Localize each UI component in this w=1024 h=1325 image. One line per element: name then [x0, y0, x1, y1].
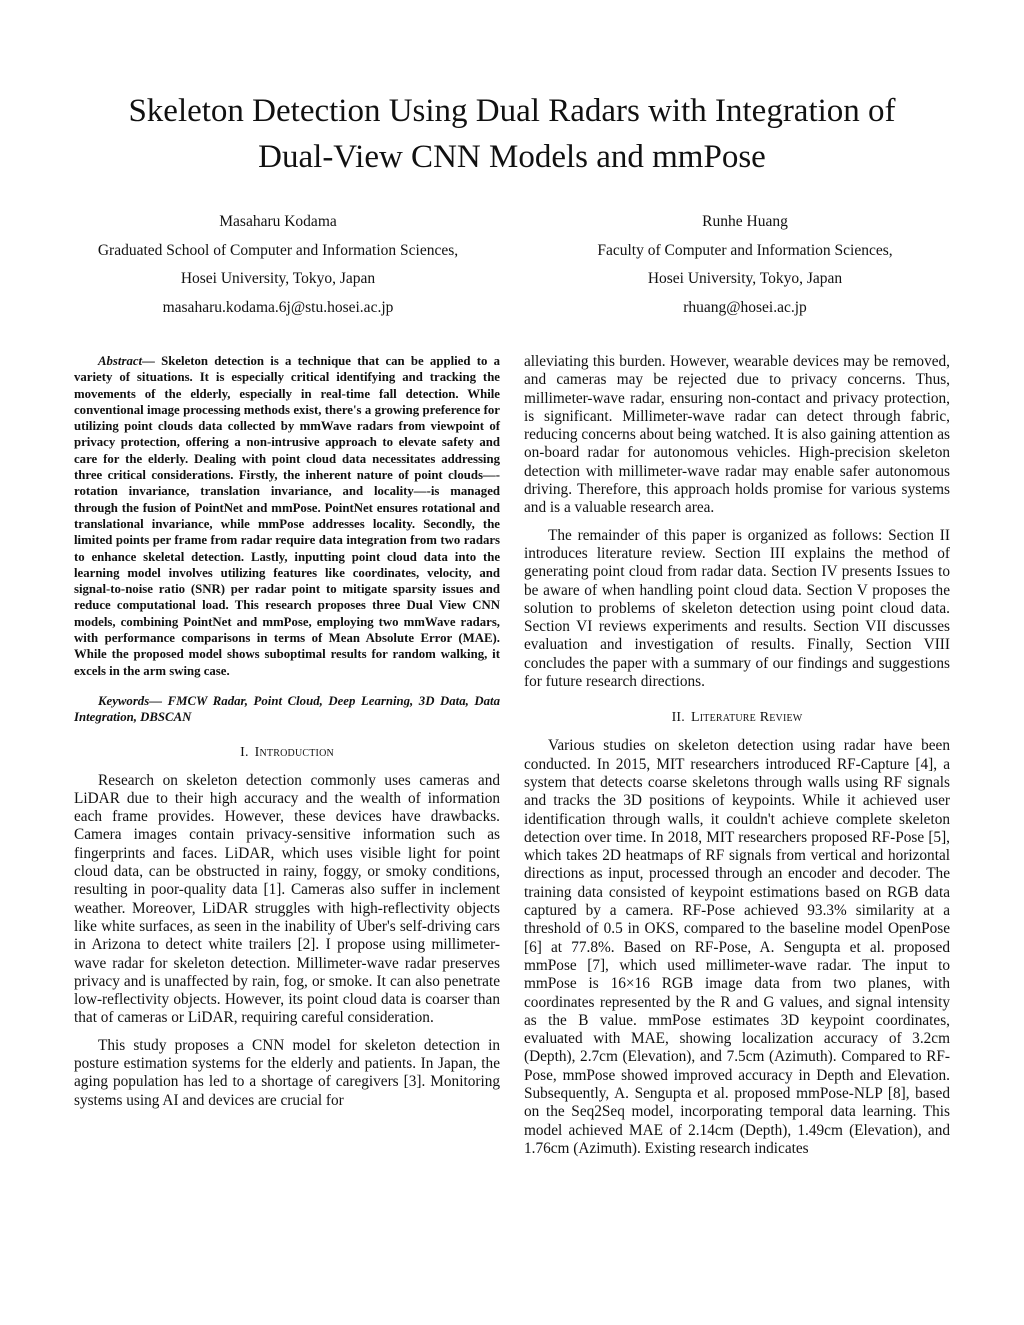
- keywords-label: Keywords—: [98, 693, 162, 708]
- author-university: Hosei University, Tokyo, Japan: [647, 270, 843, 287]
- section-number: I.: [240, 744, 249, 760]
- section-title: Literature Review: [691, 710, 803, 726]
- paper-title: [60, 88, 964, 180]
- author-email: rhuang@hosei.ac.jp: [683, 298, 807, 316]
- intro-paragraph-3: The remainder of this paper is organized as follows: Section II introduces literature review. Section III explains the method of generating point cloud from radar data. Section IV presents Issues to be aware of when handling point cloud data. Section V proposes the solution to problems of skeleton detection using point cloud data. Section VI reviews experiments and results. Section VII discusses evaluation and investigation of results. Finally, Section VIII concludes the paper with a summary of our findings and suggestions for future research directions.: [524, 526, 950, 691]
- intro-paragraph-2: This study proposes a CNN model for skeleton detection in posture estimation systems for the elderly and patients. In Japan, the aging population has led to a shortage of caregivers [3]. Monitoring systems using AI and devices are crucial for: [74, 1036, 500, 1109]
- right-column: [524, 353, 950, 1158]
- author-university: Hosei University, Tokyo, Japan: [180, 270, 376, 287]
- left-column: [74, 353, 500, 1110]
- literature-paragraph-1: Various studies on skeleton detection using radar have been conducted. In 2015, MIT researchers introduced RF-Capture [4], a system that detects coarse skeletons through walls using RF signals and tracks the 3D positions of keypoints. While it achieved user identification through walls, it couldn't achieve complete skeleton detection over time. In 2018, MIT researchers proposed RF-Pose [5], which takes 2D heatmaps of RF signals from vertical and horizontal directions as input, processed through an encoder and decoder. The training data consisted of keypoint estimations based on RGB data captured by a camera. RF-Pose achieved 93.3% similarity at a threshold of 0.5 in OKS, compared to the baseline model OpenPose [6] at 77.8%. Based on RF-Pose, A. Sengupta et al. proposed mmPose [7], which used millimeter-wave radar. The input to mmPose is 16×16 RGB image data from two planes, with coordinates represented by the R and G values, and signal intensity as the B value. mmPose estimates 3D keypoint coordinates, evaluated with MAE, showing localization accuracy of 3.2cm (Depth), 2.7cm (Elevation), and 7.5cm (Azimuth). Compared to RF-Pose, mmPose showed improved accuracy in Depth and Elevation. Subsequently, A. Sengupta et al. proposed mmPose-NLP [8], based on the Seq2Seq model, incorporating temporal data learning. This model achieved MAE of 2.14cm (Depth), 1.49cm (Elevation), and 1.76cm (Azimuth). Existing research indicates: [524, 737, 950, 1157]
- keywords-text: FMCW Radar, Point Cloud, Deep Learning, 3D Data, Data Integration, DBSCAN: [74, 693, 500, 725]
- author-block-2: [525, 208, 965, 322]
- intro-paragraph-2-continued: alleviating this burden. However, wearable devices may be removed, and cameras may be rejected due to privacy concerns. Thus, millimeter-wave radar, ensuring non-contact and privacy protection, is significant. Millimeter-wave radar can detect through fabric, reducing concerns about being watched. It is also gaining attention as on-board radar for autonomous vehicles. High-precision skeleton detection with millimeter-wave radar may enable safer autonomous driving. Therefore, this approach holds promise for various systems and is a valuable research area.: [524, 353, 950, 517]
- author-email: masaharu.kodama.6j@stu.hosei.ac.jp: [162, 298, 394, 316]
- author-department: Faculty of Computer and Information Sciences,: [597, 241, 893, 259]
- abstract-label: Abstract—: [98, 354, 155, 368]
- author-block-1: [58, 208, 498, 322]
- title-line-2: Dual-View CNN Models and mmPose: [258, 139, 766, 175]
- section-heading-literature-review: [524, 709, 950, 727]
- section-number: II.: [671, 710, 685, 726]
- title-line-1: Skeleton Detection Using Dual Radars with Integration of: [128, 93, 896, 129]
- author-department: Graduated School of Computer and Information Sciences,: [97, 241, 459, 259]
- abstract: [74, 353, 500, 679]
- section-heading-introduction: [74, 744, 500, 762]
- author-name: Masaharu Kodama: [219, 213, 337, 230]
- section-title: Introduction: [254, 744, 334, 760]
- author-name: Runhe Huang: [702, 213, 788, 230]
- intro-paragraph-1: Research on skeleton detection commonly uses cameras and LiDAR due to their high accuracy and the wealth of information each frame provides. However, these devices have drawbacks. Camera images contain privacy-sensitive information such as fingerprints and faces. LiDAR, which uses visible light for point cloud data, can be obstructed in rainy, foggy, or smoky conditions, resulting in poor-quality data [1]. Cameras also suffer in inclement weather. Moreover, LiDAR struggles with high-reflectivity objects like white surfaces, as seen in the inability of Uber's self-driving cars in Arizona to detect white trailers [2]. I propose using millimeter-wave radar for skeleton detection. Millimeter-wave radar preserves privacy and is unaffected by rain, fog, or smoke. It can also penetrate low-reflectivity objects. However, its point cloud data is coarser than that of cameras or LiDAR, requiring careful consideration.: [74, 771, 500, 1027]
- keywords: [74, 693, 500, 726]
- abstract-text: Skeleton detection is a technique that can be applied to a variety of situations. It is especially critical identifying and tracking the movements of the elderly, especially in real-time fall detection. While conventional image processing methods exist, there's a growing preference for utilizing point clouds data collected by mmWave radars from viewpoint of privacy protection, offering a non-intrusive approach to elevate safety and care for the elderly. Dealing with point cloud data necessitates addressing three critical considerations. Firstly, the inherent nature of point clouds—-rotation invariance, translation invariance, and locality—-is managed through the fusion of PointNet and mmPose. PointNet ensures rotational and translational invariance, while mmPose addresses locality. Secondly, the limited points per frame from radar require data integration from two radars to enhance skeletal detection. Lastly, inputting point cloud data into the learning model involves utilizing features like coordinates, velocity, and signal-to-noise ratio (SNR) per radar point to mitigate sparsity issues and reduce computational load. This research proposes three Dual View CNN models, combining PointNet and mmPose, employing two mmWave radars, with performance comparisons in terms of Mean Absolute Error (MAE). While the proposed model shows suboptimal results for random walking, it excels in the arm swing case.: [74, 354, 500, 678]
